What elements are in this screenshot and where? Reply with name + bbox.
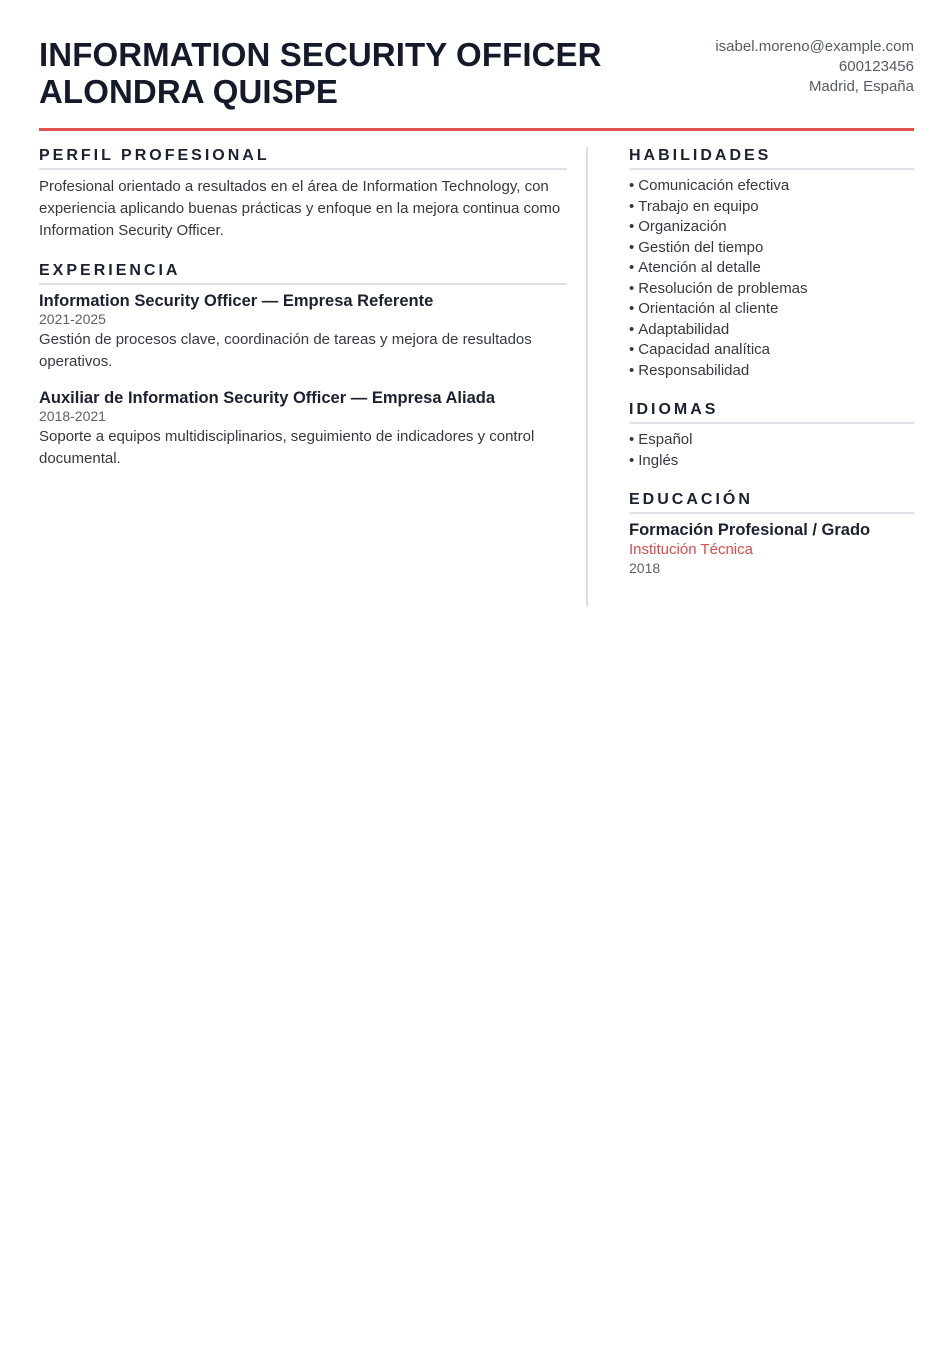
- contact-phone: 600123456: [838, 58, 914, 75]
- list-item: • Capacidad analítica: [629, 340, 914, 361]
- resume-header: [39, 36, 914, 128]
- job-entry: [39, 389, 567, 470]
- profile-text: Profesional orientado a resultados en el área de Information Technology, con experiencia aplicando buenas prácticas y enfoque en la mejora continua como Information Security Officer.: [39, 178, 561, 239]
- column-divider: [586, 147, 588, 607]
- experience-heading: EXPERIENCIA: [39, 262, 567, 285]
- contact-location: Madrid, España: [808, 78, 914, 95]
- page-title: [39, 36, 602, 110]
- education-institution: Institución Técnica: [629, 541, 753, 558]
- list-item: • Orientación al cliente: [629, 299, 914, 320]
- job-dates: 2021-2025: [39, 311, 106, 327]
- list-item: • Inglés: [629, 451, 914, 472]
- job-entry: [39, 292, 567, 373]
- languages-list: [629, 430, 914, 471]
- education-degree: Formación Profesional / Grado: [629, 521, 871, 539]
- list-item: • Organización: [629, 217, 914, 238]
- education-year: 2018: [629, 560, 661, 576]
- list-item: • Comunicación efectiva: [629, 176, 914, 197]
- job-description: Gestión de procesos clave, coordinación de tareas y mejora de resultados operativos.: [39, 331, 532, 370]
- job-description: Soporte a equipos multidisciplinarios, seguimiento de indicadores y control documental.: [39, 428, 535, 467]
- list-item: • Gestión del tiempo: [629, 238, 914, 259]
- list-item: • Trabajo en equipo: [629, 197, 914, 218]
- skills-section: [629, 147, 914, 381]
- list-item: • Resolución de problemas: [629, 279, 914, 300]
- education-section: [629, 491, 914, 578]
- title-role: INFORMATION SECURITY OFFICER: [39, 36, 602, 73]
- list-item: • Atención al detalle: [629, 258, 914, 279]
- languages-section: [629, 401, 914, 471]
- contact-email: isabel.moreno@example.com: [715, 38, 914, 55]
- job-title: Information Security Officer — Empresa Referente: [39, 292, 434, 310]
- experience-section: [39, 262, 567, 470]
- resume-page: [39, 36, 914, 607]
- job-dates: 2018-2021: [39, 408, 106, 424]
- education-heading: EDUCACIÓN: [629, 491, 914, 514]
- list-item: • Español: [629, 430, 914, 451]
- left-column: [39, 147, 567, 607]
- right-column: [629, 147, 914, 607]
- job-title: Auxiliar de Information Security Officer — Empresa Aliada: [39, 389, 496, 407]
- profile-section: [39, 147, 567, 242]
- list-item: • Adaptabilidad: [629, 320, 914, 341]
- content-columns: [39, 147, 914, 607]
- contact-block: [715, 36, 914, 97]
- skills-heading: HABILIDADES: [629, 147, 914, 170]
- profile-heading: PERFIL PROFESIONAL: [39, 147, 567, 170]
- title-name: ALONDRA QUISPE: [39, 73, 339, 110]
- skills-list: [629, 176, 914, 381]
- list-item: • Responsabilidad: [629, 361, 914, 382]
- languages-heading: IDIOMAS: [629, 401, 914, 424]
- accent-divider: [39, 128, 914, 131]
